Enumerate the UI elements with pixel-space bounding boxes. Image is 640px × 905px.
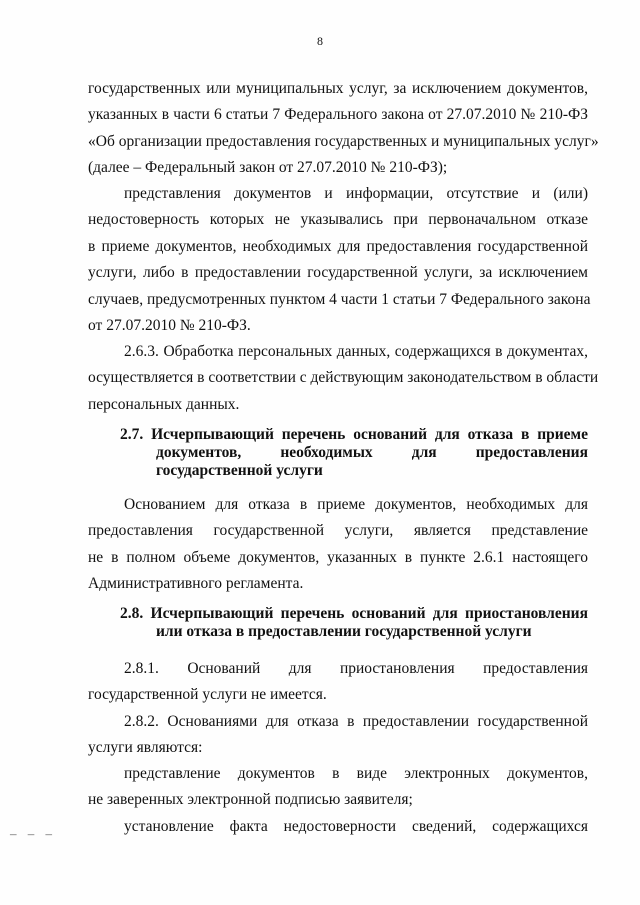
paragraph-representation: [88, 181, 591, 339]
text-line: не заверенных электронной подписью заявителя;: [88, 791, 413, 809]
heading-line: 2.7. Исчерпывающий перечень оснований для отказа в приеме: [120, 426, 588, 443]
paragraph-2-8-1: [88, 656, 588, 709]
text-line: осуществляется в соответствии с действующим законодательством в области: [88, 369, 599, 387]
text-line: указанных в части 6 статьи 7 Федерального закона от 27.07.2010 № 210-ФЗ: [88, 106, 588, 124]
text-line: представления документов и информации, отсутствие и (или): [124, 185, 588, 202]
text-line: установление факта недостоверности сведений, содержащихся: [124, 818, 588, 835]
text-line: представление документов в виде электронных документов,: [124, 765, 588, 782]
text-line: государственных или муниципальных услуг, за исключением документов,: [88, 80, 588, 97]
paragraph-inaccuracy: [88, 814, 588, 840]
text-line: 2.6.3. Обработка персональных данных, содержащихся в документах,: [124, 343, 588, 360]
text-line: от 27.07.2010 № 210-ФЗ.: [88, 317, 251, 335]
text-line: персональных данных.: [88, 395, 240, 413]
text-line: услуги являются:: [88, 739, 203, 757]
paragraph-2-8-2: [88, 709, 588, 762]
section-heading-2-8: [120, 605, 588, 641]
text-line: предоставления государственной услуги, является представление: [88, 522, 588, 540]
text-line: случаев, предусмотренных пунктом 4 части 1 статьи 7 Федерального закона: [88, 290, 591, 308]
text-line: Основанием для отказа в приеме документов, необходимых для: [124, 496, 588, 513]
text-line: недостоверность которых не указывались при первоначальном отказе: [88, 211, 588, 229]
text-line: 2.8.1. Оснований для приостановления предоставления: [124, 660, 588, 677]
text-line: не в полном объеме документов, указанных в пункте 2.6.1 настоящего: [88, 548, 588, 566]
margin-marks: – – –: [10, 826, 56, 841]
text-line: государственной услуги не имеется.: [88, 686, 327, 704]
text-line: Административного регламента.: [88, 575, 304, 593]
heading-line: или отказа в предоставлении государственной услуги: [156, 623, 532, 640]
heading-line: документов, необходимых для предоставления: [156, 444, 588, 461]
section-heading-2-7: [120, 426, 588, 480]
text-line: 2.8.2. Основаниями для отказа в предоставлении государственной: [124, 713, 588, 730]
text-line: в приеме документов, необходимых для предоставления государственной: [88, 237, 588, 255]
text-line: «Об организации предоставления государственных и муниципальных услуг»: [88, 132, 599, 150]
paragraph-refusal-grounds: [88, 492, 588, 598]
text-line: (далее – Федеральный закон от 27.07.2010 № 210-ФЗ);: [88, 159, 448, 177]
text-line: услуги, либо в предоставлении государственной услуги, за исключением: [88, 264, 588, 282]
paragraph-continuation: [88, 76, 599, 182]
paragraph-electronic-documents: [88, 761, 588, 814]
heading-line: 2.8. Исчерпывающий перечень оснований для приостановления: [120, 605, 588, 622]
heading-line: государственной услуги: [156, 462, 323, 479]
page-number: 8: [317, 34, 323, 48]
paragraph-2-6-3: [88, 339, 599, 418]
